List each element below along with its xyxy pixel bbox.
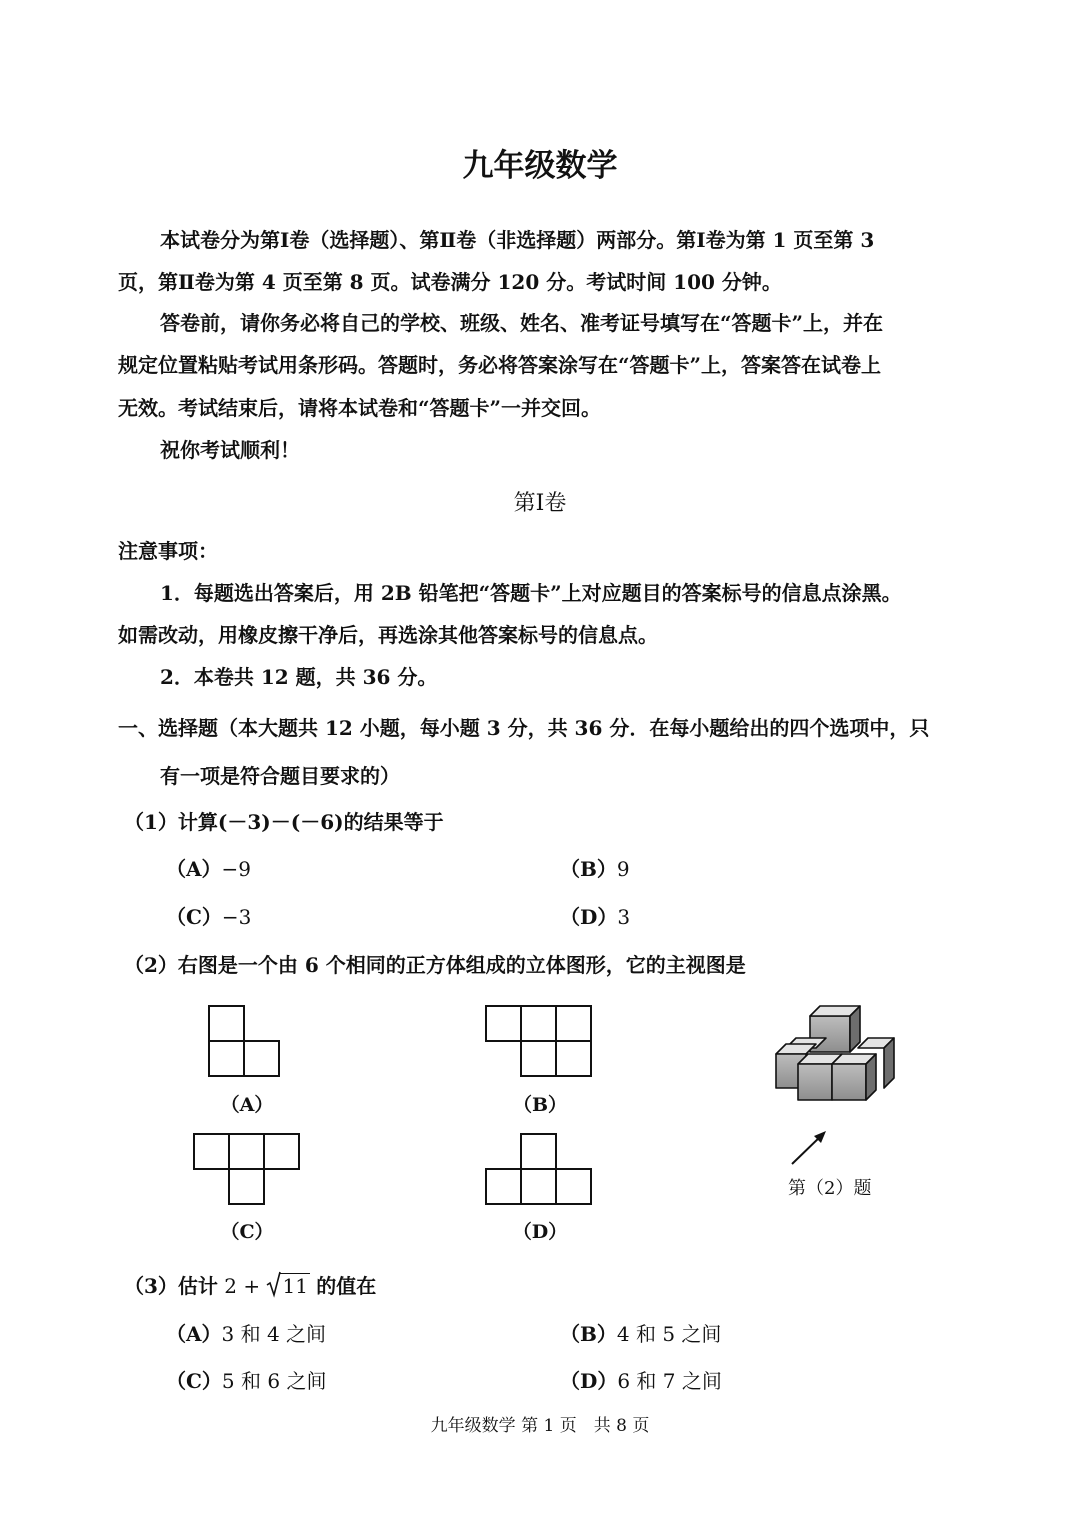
q2-option-c-label: （C） [220, 1221, 274, 1243]
q3-option-a-text: 3 和 4 之间 [221, 1322, 327, 1346]
question-1-number: （1） [124, 810, 178, 834]
q1-option-c-text: −3 [221, 905, 252, 929]
page-footer: 九年级数学 第 1 页 共 8 页 [430, 1416, 650, 1436]
q1-option-d-label: （D） [560, 905, 618, 929]
q2-figure-caption: 第（2）题 [788, 1178, 872, 1199]
question-1-stem: 计算(－3)－(－6)的结果等于 [177, 810, 444, 834]
radical-sign-icon [266, 1271, 282, 1297]
q1-option-d-text: 3 [617, 905, 631, 929]
q3-option-c-text: 5 和 6 之间 [221, 1369, 327, 1393]
question-2-number: （2） [124, 953, 178, 977]
q1-option-a-label: （A） [166, 857, 222, 881]
section1-line-2: 有一项是符合题目要求的） [160, 764, 400, 788]
question-2 [124, 949, 746, 978]
q1-option-a-text: −9 [221, 857, 252, 881]
q1-option-d [560, 901, 630, 930]
intro-line-4: 规定位置粘贴考试用条形码。答题时，务必将答案涂写在“答题卡”上，答案答在试卷上 [118, 353, 882, 377]
section1-line-1: 一、选择题（本大题共 12 小题，每小题 3 分，共 36 分．在每小题给出的四个选项中，只 [118, 716, 930, 740]
q3-option-b [560, 1318, 721, 1347]
q2-option-d-figure [485, 1133, 595, 1208]
intro-line-1: 本试卷分为第Ⅰ卷（选择题）、第Ⅱ卷（非选择题）两部分。第Ⅰ卷为第 1 页至第 3 [160, 228, 875, 252]
q2-option-a-figure [208, 1005, 283, 1080]
q1-option-c-label: （C） [166, 905, 222, 929]
q1-option-a [166, 853, 251, 882]
q3-option-d-label: （D） [560, 1369, 618, 1393]
q2-option-b-label: （B） [512, 1094, 568, 1116]
q2-option-c-figure [193, 1133, 303, 1208]
view-direction-arrow-icon [788, 1128, 830, 1168]
q1-option-c [166, 901, 251, 930]
q1-option-b [560, 853, 630, 882]
note-2: 2．本卷共 12 题，共 36 分。 [160, 665, 438, 689]
question-2-stem: 右图是一个由 6 个相同的正方体组成的立体图形，它的主视图是 [177, 953, 746, 977]
q2-solid-figure [770, 1000, 910, 1110]
intro-line-3: 答卷前，请你务必将自己的学校、班级、姓名、准考证号填写在“答题卡”上，并在 [160, 311, 884, 335]
notes-title: 注意事项： [118, 539, 218, 563]
q2-option-b-figure [485, 1005, 595, 1080]
intro-line-2: 页，第Ⅱ卷为第 4 页至第 8 页。试卷满分 120 分。考试时间 100 分钟。 [118, 270, 782, 294]
question-3-stem-suffix: 的值在 [316, 1274, 377, 1298]
q3-option-c [166, 1365, 326, 1394]
question-3-stem-prefix: 估计 [177, 1274, 218, 1298]
intro-line-6: 祝你考试顺利！ [160, 438, 300, 462]
intro-line-5: 无效。考试结束后，请将本试卷和“答题卡”一并交回。 [118, 396, 602, 420]
page-title: 九年级数学 [462, 148, 618, 184]
note-1-line-2: 如需改动，用橡皮擦干净后，再选涂其他答案标号的信息点。 [118, 623, 658, 647]
q3-expression-base: 2 + [224, 1274, 261, 1298]
question-1 [124, 806, 444, 835]
q3-expression [224, 1274, 310, 1298]
q3-radicand: 11 [282, 1274, 308, 1298]
q2-option-d-label: （D） [512, 1221, 568, 1243]
q2-option-a-label: （A） [220, 1094, 274, 1116]
sqrt-icon [266, 1274, 309, 1298]
part1-heading: 第Ⅰ卷 [513, 491, 567, 516]
q3-option-d-text: 6 和 7 之间 [617, 1369, 722, 1393]
q1-option-b-label: （B） [560, 857, 617, 881]
q1-option-b-text: 9 [616, 857, 630, 881]
q3-option-a-label: （A） [166, 1322, 222, 1346]
question-3 [124, 1270, 376, 1299]
note-1-line-1: 1．每题选出答案后，用 2B 铅笔把“答题卡”上对应题目的答案标号的信息点涂黑。 [160, 581, 902, 605]
question-3-number: （3） [124, 1274, 178, 1298]
q3-option-b-text: 4 和 5 之间 [616, 1322, 722, 1346]
q3-option-d [560, 1365, 722, 1394]
q3-option-c-label: （C） [166, 1369, 222, 1393]
q3-option-a [166, 1318, 326, 1347]
q3-option-b-label: （B） [560, 1322, 617, 1346]
